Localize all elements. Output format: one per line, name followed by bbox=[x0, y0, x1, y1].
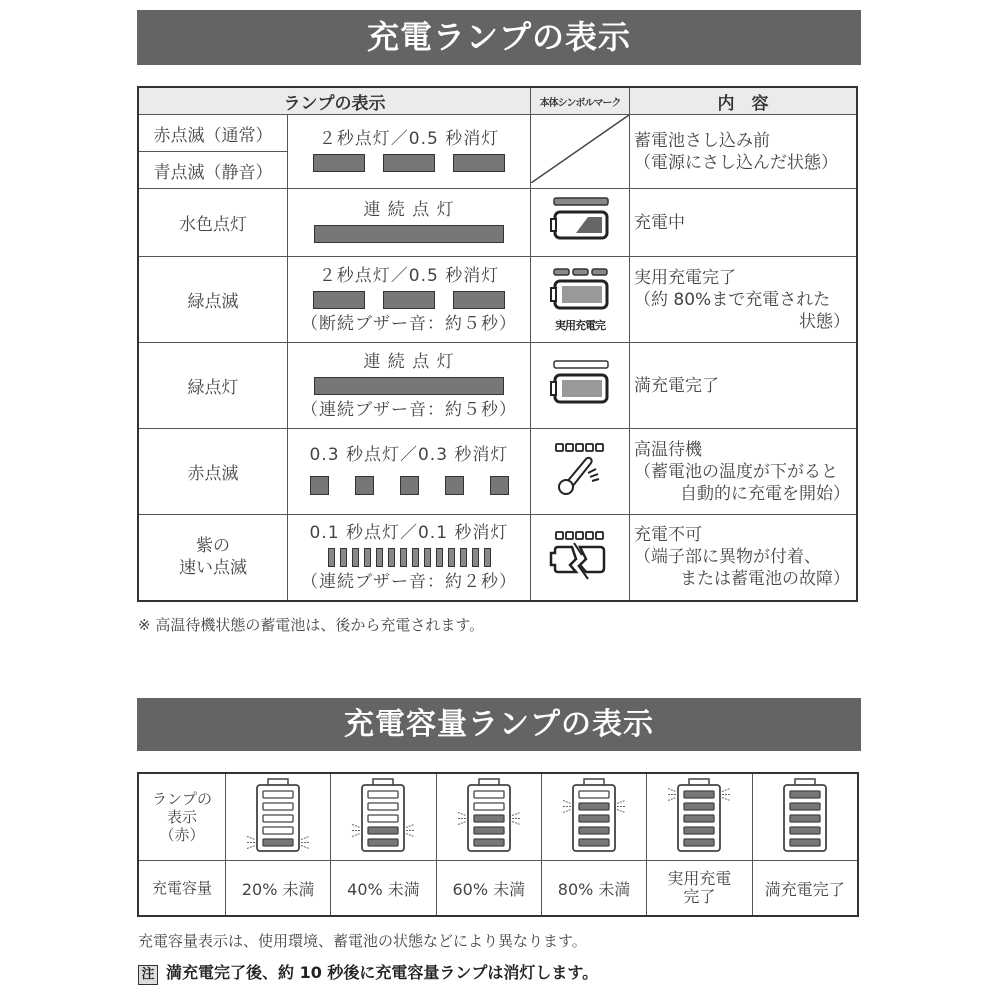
battery-level-practical-icon bbox=[654, 775, 744, 855]
battery-level-60-icon bbox=[444, 775, 534, 855]
symbol-cell bbox=[531, 189, 630, 257]
diagonal-slash-icon bbox=[531, 115, 629, 183]
lamp-pattern bbox=[288, 515, 531, 601]
blink-thin bbox=[412, 548, 419, 567]
pattern-text: 連 続 点 灯 bbox=[363, 199, 455, 220]
battery-level-80-icon bbox=[549, 775, 639, 855]
capacity-lamp-table bbox=[137, 772, 859, 917]
blink-square bbox=[355, 476, 374, 495]
content-line: 高温待機 bbox=[634, 439, 702, 460]
footnote-high-temp: ※ 高温待機状態の蓄電池は、後から充電されます。 bbox=[138, 616, 485, 634]
capacity-value-line: 完了 bbox=[683, 887, 716, 906]
caution-badge: 注 bbox=[138, 965, 158, 985]
pattern-text: 0.3 秒点灯／0.3 秒消灯 bbox=[309, 445, 509, 465]
battery-full-icon bbox=[548, 358, 612, 408]
row-label-capacity: 充電容量 bbox=[138, 861, 226, 917]
pattern-bars bbox=[288, 291, 530, 309]
symbol-cell bbox=[531, 257, 630, 343]
pattern-bars bbox=[288, 476, 530, 495]
lamp-label: 赤点滅（通常） bbox=[138, 115, 288, 152]
blink-thin bbox=[352, 548, 359, 567]
blink-thin bbox=[436, 548, 443, 567]
capacity-icon-cell bbox=[436, 773, 541, 861]
blink-square bbox=[310, 476, 329, 495]
content-cell bbox=[630, 343, 858, 429]
blink-bar bbox=[313, 291, 365, 309]
capacity-value: 40% 未満 bbox=[331, 861, 436, 917]
lamp-pattern bbox=[288, 343, 531, 429]
blink-bar bbox=[383, 291, 435, 309]
lamp-label: 赤点滅 bbox=[138, 429, 288, 515]
row-label-line: ランプの bbox=[151, 790, 212, 808]
capacity-icon-cell bbox=[331, 773, 436, 861]
lamp-label: 青点滅（静音） bbox=[138, 152, 288, 189]
blink-thin bbox=[364, 548, 371, 567]
buzzer-text: （断続ブザー音：約５秒） bbox=[301, 313, 517, 334]
capacity-value bbox=[647, 861, 752, 917]
blink-square bbox=[445, 476, 464, 495]
lamp-pattern bbox=[288, 257, 531, 343]
symbol-cell bbox=[531, 343, 630, 429]
capacity-note: 充電容量表示は、使用環境、蓄電池の状態などにより異なります。 bbox=[138, 932, 587, 950]
content-line: （約 80%まで充電された bbox=[634, 289, 831, 310]
lamp-pattern bbox=[288, 189, 531, 257]
capacity-icon-cell bbox=[226, 773, 331, 861]
blink-thin bbox=[340, 548, 347, 567]
pattern-bars bbox=[288, 225, 530, 243]
lamp-pattern bbox=[288, 429, 531, 515]
content-line: 充電不可 bbox=[634, 525, 702, 546]
pattern-text: ２秒点灯／0.5 秒消灯 bbox=[318, 128, 500, 149]
lamp-label bbox=[138, 515, 288, 601]
lamp-label: 緑点滅 bbox=[138, 257, 288, 343]
row-label-line: （赤） bbox=[159, 826, 205, 844]
content-cell bbox=[630, 115, 858, 189]
buzzer-text: （連続ブザー音：約５秒） bbox=[301, 399, 517, 420]
blink-thin bbox=[424, 548, 431, 567]
content-line: 満充電完了 bbox=[634, 375, 719, 396]
row-label-lamp-display bbox=[138, 773, 226, 861]
blink-thin bbox=[472, 548, 479, 567]
capacity-icon-cell bbox=[647, 773, 752, 861]
capacity-value: 20% 未満 bbox=[226, 861, 331, 917]
row-label-line: 表示 bbox=[166, 808, 197, 826]
pattern-text: 0.1 秒点灯／0.1 秒消灯 bbox=[309, 522, 509, 543]
pattern-bars bbox=[288, 548, 530, 567]
caution-note bbox=[138, 960, 598, 985]
lamp-pattern bbox=[288, 115, 531, 189]
charge-lamp-table bbox=[137, 86, 858, 602]
content-cell bbox=[630, 429, 858, 515]
content-line: （蓄電池の温度が下がると bbox=[634, 461, 838, 482]
battery-level-40-icon bbox=[338, 775, 428, 855]
content-cell bbox=[630, 189, 858, 257]
section-title-charge-lamp: 充電ランプの表示 bbox=[137, 10, 861, 65]
blink-thin bbox=[376, 548, 383, 567]
content-line: 自動的に充電を開始） bbox=[680, 483, 850, 504]
content-line: 充電中 bbox=[634, 212, 685, 233]
battery-broken-icon bbox=[548, 529, 612, 581]
lamp-label: 水色点灯 bbox=[138, 189, 288, 257]
header-content: 内 容 bbox=[630, 87, 858, 115]
content-cell bbox=[630, 257, 858, 343]
battery-level-20-icon bbox=[233, 775, 323, 855]
capacity-value: 満充電完了 bbox=[752, 861, 858, 917]
battery-practical-full-icon bbox=[548, 266, 612, 312]
table-row bbox=[138, 189, 857, 257]
blink-bar bbox=[313, 154, 365, 172]
table-header-row bbox=[138, 87, 857, 115]
capacity-value-row bbox=[138, 861, 858, 917]
content-line: または蓄電池の故障） bbox=[680, 569, 850, 590]
symbol-caption: 実用充電完 bbox=[555, 319, 605, 332]
blink-bar bbox=[383, 154, 435, 172]
thermometer-icon bbox=[548, 441, 612, 497]
blink-thin bbox=[484, 548, 491, 567]
table-row bbox=[138, 515, 857, 601]
blink-square bbox=[400, 476, 419, 495]
capacity-icon-cell bbox=[752, 773, 858, 861]
pattern-bars bbox=[288, 154, 530, 172]
capacity-value-line: 実用充電 bbox=[667, 869, 732, 888]
capacity-icon-cell bbox=[541, 773, 646, 861]
capacity-value: 60% 未満 bbox=[436, 861, 541, 917]
section-title-capacity-lamp: 充電容量ランプの表示 bbox=[137, 698, 861, 751]
content-line: 状態） bbox=[799, 311, 850, 332]
blink-bar bbox=[453, 291, 505, 309]
blink-square bbox=[490, 476, 509, 495]
lamp-label: 緑点灯 bbox=[138, 343, 288, 429]
blink-thin bbox=[400, 548, 407, 567]
content-line: 蓄電池さし込み前 bbox=[634, 130, 770, 151]
pattern-text: 連 続 点 灯 bbox=[363, 351, 455, 372]
content-line: （端子部に異物が付着、 bbox=[634, 547, 821, 568]
pattern-bars bbox=[288, 377, 530, 395]
blink-thin bbox=[460, 548, 467, 567]
battery-charging-icon bbox=[548, 195, 612, 245]
symbol-cell bbox=[531, 429, 630, 515]
table-row bbox=[138, 115, 857, 152]
battery-level-full-icon bbox=[760, 775, 850, 855]
steady-bar bbox=[314, 225, 504, 243]
content-line: （電源にさし込んだ状態） bbox=[634, 152, 838, 173]
symbol-cell bbox=[531, 515, 630, 601]
table-row bbox=[138, 429, 857, 515]
pattern-text: ２秒点灯／0.5 秒消灯 bbox=[318, 265, 500, 286]
buzzer-text: （連続ブザー音：約２秒） bbox=[301, 571, 517, 592]
steady-bar bbox=[314, 377, 504, 395]
table-row bbox=[138, 257, 857, 343]
lamp-label-line: 紫の bbox=[196, 536, 230, 557]
capacity-value: 80% 未満 bbox=[541, 861, 646, 917]
content-line: 実用充電完了 bbox=[634, 267, 736, 288]
blink-thin bbox=[328, 548, 335, 567]
lamp-label-line: 速い点滅 bbox=[179, 558, 247, 579]
symbol-none bbox=[531, 115, 630, 189]
blink-thin bbox=[448, 548, 455, 567]
lamp-display-row bbox=[138, 773, 858, 861]
content-cell bbox=[630, 515, 858, 601]
header-symbol-mark: 本体シンボルマーク bbox=[531, 87, 630, 115]
blink-bar bbox=[453, 154, 505, 172]
caution-text: 満充電完了後、約 10 秒後に充電容量ランプは消灯します。 bbox=[166, 963, 599, 982]
table-row bbox=[138, 343, 857, 429]
header-lamp-display: ランプの表示 bbox=[138, 87, 531, 115]
blink-thin bbox=[388, 548, 395, 567]
